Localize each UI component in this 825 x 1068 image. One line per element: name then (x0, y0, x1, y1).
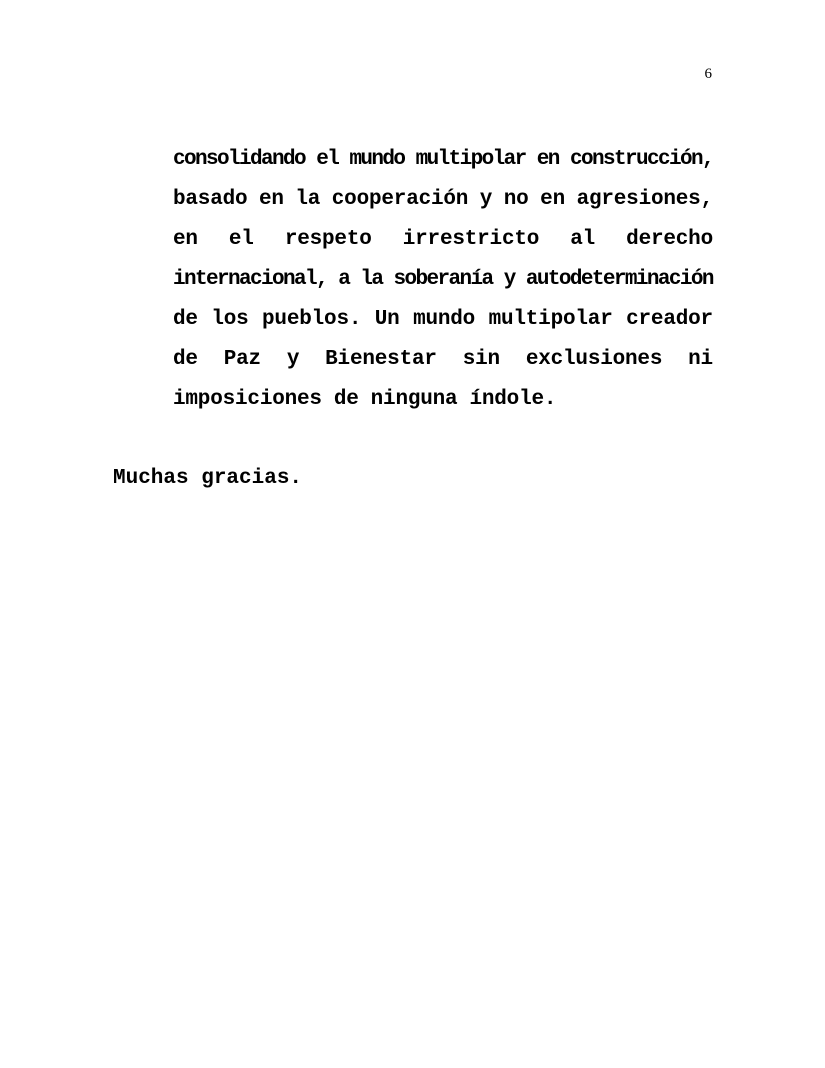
paragraph-word: exclusiones (525, 348, 663, 371)
paragraph-line-3 (173, 220, 713, 260)
paragraph-word: el (228, 228, 254, 251)
paragraph-word: multipolar (415, 148, 526, 171)
paragraph-line-1 (173, 140, 713, 180)
paragraph-word: en (536, 148, 559, 171)
paragraph-word: en (259, 188, 284, 211)
paragraph-word: consolidando (173, 148, 306, 171)
paragraph-word: mundo (349, 148, 405, 171)
paragraph-line-5 (173, 300, 713, 340)
paragraph-word: irrestricto (402, 228, 540, 251)
paragraph-word: y (479, 188, 493, 211)
paragraph-word: autodeterminación (525, 268, 713, 291)
paragraph-word: mundo (413, 308, 476, 331)
speech-paragraph (173, 140, 713, 420)
paragraph-line-2 (173, 180, 713, 220)
paragraph-word: ni (688, 348, 713, 371)
paragraph-word: derecho (626, 228, 713, 251)
paragraph-line-6 (173, 340, 713, 380)
paragraph-word: al (570, 228, 596, 251)
paragraph-word: ninguna (370, 388, 458, 411)
paragraph-word: en (173, 228, 198, 251)
paragraph-word: creador (626, 308, 713, 331)
paragraph-word: construcción, (569, 148, 713, 171)
paragraph-word: a (338, 268, 350, 291)
closing-remark: Muchas gracias. (113, 467, 303, 490)
paragraph-word: y (286, 348, 300, 371)
paragraph-line-4 (173, 260, 713, 300)
paragraph-word: imposiciones (173, 388, 322, 411)
paragraph-word: el (316, 148, 339, 171)
paragraph-word: no (503, 188, 529, 211)
paragraph-word: soberanía (393, 268, 493, 291)
paragraph-word: Bienestar (325, 348, 437, 371)
paragraph-line-7 (173, 380, 713, 420)
page-number: 6 (704, 66, 712, 82)
paragraph-word: índole. (469, 388, 557, 411)
paragraph-word: de (173, 348, 198, 371)
paragraph-word: cooperación (331, 188, 469, 211)
paragraph-word: y (503, 268, 515, 291)
paragraph-word: internacional, (173, 268, 328, 291)
paragraph-word: los (211, 308, 249, 331)
paragraph-word: de (333, 388, 359, 411)
paragraph-word: sin (462, 348, 500, 371)
paragraph-word: respeto (284, 228, 372, 251)
paragraph-word: multipolar (488, 308, 613, 331)
paragraph-word: en (540, 188, 565, 211)
paragraph-word: basado (173, 188, 248, 211)
paragraph-word: agresiones, (576, 188, 713, 211)
paragraph-word: la (295, 188, 321, 211)
paragraph-word: Un (374, 308, 400, 331)
paragraph-word: Paz (223, 348, 261, 371)
paragraph-word: pueblos. (262, 308, 362, 331)
paragraph-word: la (360, 268, 383, 291)
paragraph-word: de (173, 308, 198, 331)
